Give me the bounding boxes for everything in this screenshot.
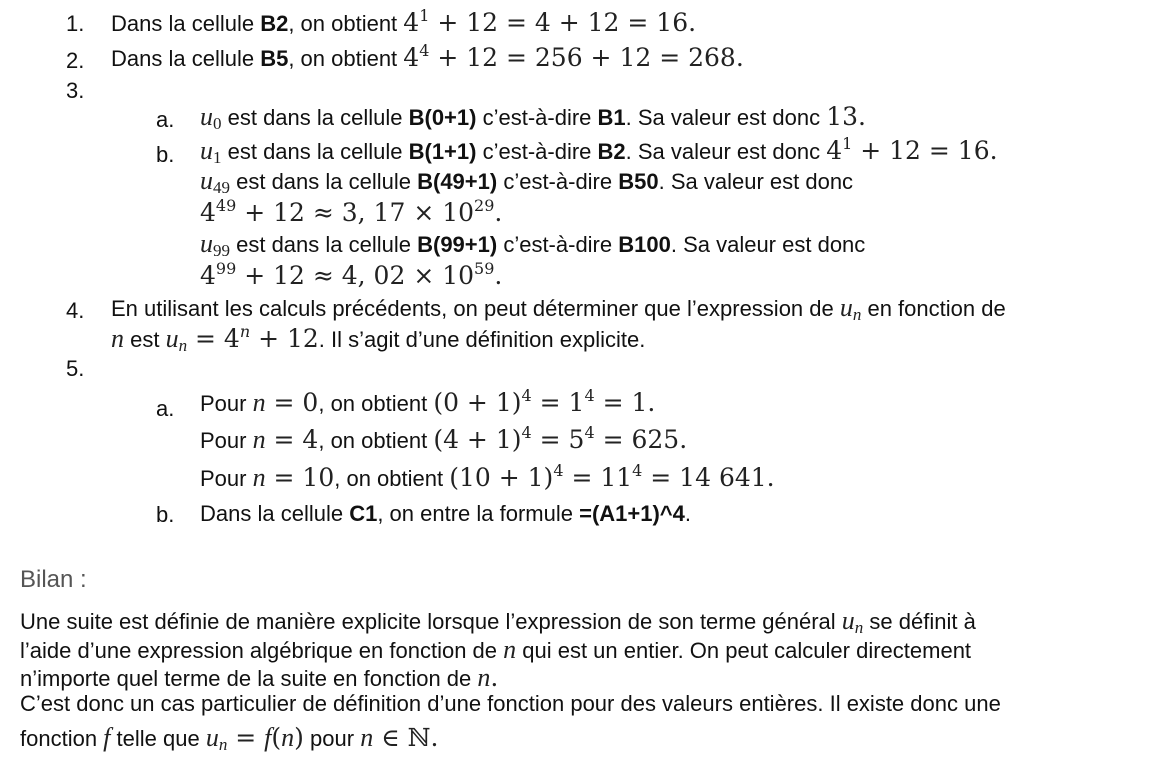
list-number-2: 2. xyxy=(66,48,85,73)
bilan-l5-un xyxy=(206,723,228,752)
bilan-l5-open: ( xyxy=(271,723,282,752)
item-5a3-var: n xyxy=(252,463,266,492)
item-3a-t3: . Sa valeur est donc xyxy=(625,105,827,130)
item-4-u: u xyxy=(839,293,853,322)
item-3a-text xyxy=(200,103,866,133)
item-2-text xyxy=(111,43,744,71)
item-2-base: 4 xyxy=(403,43,420,72)
item-3d-text xyxy=(200,230,865,260)
item-5a2-expr xyxy=(433,425,687,454)
item-5a3-mid2: = 11 xyxy=(563,463,633,492)
item-3c-text xyxy=(200,167,853,197)
bilan-l2-t2: qui est un entier. On peut calculer directement xyxy=(516,638,972,663)
item-3b-b2: B2 xyxy=(597,139,626,164)
item-4-eqtext: = 4 xyxy=(187,324,240,353)
bilan-line-2 xyxy=(20,636,971,663)
item-3a-u: u xyxy=(200,102,213,131)
item-5a1-expr xyxy=(433,388,655,417)
item-3b-letter: b. xyxy=(156,142,175,167)
item-3c-equation xyxy=(200,198,502,226)
item-3b-b1: B(1+1) xyxy=(408,139,477,164)
item-3d-rest: + 12 ≈ 4, 02 × 10 xyxy=(236,261,475,290)
item-4-sub2: n xyxy=(178,336,188,355)
bilan-line-1 xyxy=(20,607,976,637)
item-4-t1: En utilisant les calculs précédents, on peut déterminer que l’expression de xyxy=(111,296,840,321)
item-3d-t2: c’est-à-dire xyxy=(497,232,619,257)
item-3d-exp2: 59 xyxy=(474,259,495,278)
bilan-l1-t2: se définit à xyxy=(863,609,976,634)
item-1-rest: + 12 = 4 + 12 = 16 xyxy=(429,8,689,37)
bilan-l5-fn: f xyxy=(264,723,272,752)
item-3b-eq xyxy=(826,136,997,165)
list-number-1: 1. xyxy=(66,11,85,36)
bilan-l1-u: u xyxy=(841,606,855,635)
bilan-heading: Bilan : xyxy=(20,566,87,593)
item-3a-letter: a. xyxy=(156,107,175,132)
item-1-equation xyxy=(403,8,696,37)
item-3b-base: 4 xyxy=(826,136,843,165)
item-3c-u: u xyxy=(200,166,213,195)
bilan-l5-set: ∈ ℕ xyxy=(373,723,431,752)
item-3c-b2: B50 xyxy=(618,169,659,194)
item-4-rest: + 12 xyxy=(250,324,319,353)
item-4-u2: u xyxy=(165,324,179,353)
item-3c-sub: 49 xyxy=(213,178,230,197)
item-3a-val: 13 xyxy=(826,102,859,131)
bilan-l5-n2: n xyxy=(360,723,374,752)
item-3b-t3: . Sa valeur est donc xyxy=(625,139,827,164)
item-5a3-e1: 4 xyxy=(553,461,564,480)
item-5a1-text xyxy=(200,388,655,416)
item-3c-base: 4 xyxy=(200,198,216,227)
item-3d-u: u xyxy=(200,229,213,258)
item-5a3-mid: , on obtient xyxy=(334,466,450,491)
item-3b-var xyxy=(200,136,222,165)
item-4-t2: en fonction de xyxy=(861,296,1006,321)
item-2-pre: Dans la cellule xyxy=(111,46,261,71)
bilan-l5-eq: = xyxy=(227,723,265,752)
item-5a3-eq: = 10 xyxy=(265,463,335,492)
item-3a-b1: B(0+1) xyxy=(408,105,477,130)
item-2-equation xyxy=(403,43,743,72)
item-3b-u: u xyxy=(200,136,213,165)
item-5a2-text xyxy=(200,425,687,453)
item-4-t3: est xyxy=(124,327,166,352)
item-3b-t2: c’est-à-dire xyxy=(476,139,598,164)
item-5a2-rest: = 625 xyxy=(594,425,680,454)
item-3d-t3: . Sa valeur est donc xyxy=(670,232,866,257)
list-number-5: 5. xyxy=(66,356,85,381)
item-5a3-expr xyxy=(449,463,774,492)
item-3a-end: . xyxy=(858,102,866,131)
item-3c-exp: 49 xyxy=(215,196,237,215)
bilan-l4-t1: C’est donc un cas particulier de définition d’une fonction pour des valeurs entières. Il existe donc une xyxy=(20,691,1001,716)
item-5a2-mid: , on obtient xyxy=(318,428,434,453)
item-5a1-eq: = 0 xyxy=(265,388,319,417)
item-4-un xyxy=(166,324,188,353)
item-5a3-paren: (10 + 1) xyxy=(449,463,554,492)
bilan-l5-f: f xyxy=(103,723,111,752)
bilan-l1-sub: n xyxy=(854,618,864,637)
item-3c-end: . xyxy=(494,198,503,227)
bilan-l5-n: n xyxy=(281,723,295,752)
item-5b-cell: C1 xyxy=(349,501,378,526)
item-5a1-e1: 4 xyxy=(521,386,532,405)
item-3b-t1: est dans la cellule xyxy=(221,139,409,164)
item-3d-sub: 99 xyxy=(213,241,230,260)
item-5a1-e2: 4 xyxy=(584,386,595,405)
item-5a2-end: . xyxy=(679,425,688,454)
item-3a-sub: 0 xyxy=(213,114,222,133)
item-5a2-e2: 4 xyxy=(584,423,595,442)
item-3c-var xyxy=(200,166,230,195)
bilan-l1-var xyxy=(842,606,864,635)
item-5a3-end: . xyxy=(766,463,775,492)
item-5a3-text xyxy=(200,463,775,491)
item-1-base: 4 xyxy=(403,8,420,37)
bilan-l5-t2: telle que xyxy=(110,726,206,751)
item-5a1-pre: Pour xyxy=(200,391,253,416)
item-1-exp: 1 xyxy=(419,6,430,25)
item-5a3-pre: Pour xyxy=(200,466,253,491)
item-3b-sub: 1 xyxy=(213,148,222,167)
item-1-text xyxy=(111,8,696,36)
item-5b-end: . xyxy=(684,501,692,526)
item-5a1-mid: , on obtient xyxy=(318,391,434,416)
item-4-n: n xyxy=(111,324,124,353)
item-5b-letter: b. xyxy=(156,502,175,527)
item-5a3-rest: = 14 641 xyxy=(642,463,767,492)
item-5a1-mid2: = 1 xyxy=(531,388,585,417)
bilan-line-4 xyxy=(20,692,1001,715)
item-1-pre: Dans la cellule xyxy=(111,11,261,36)
item-3a-t2: c’est-à-dire xyxy=(476,105,598,130)
item-1-end: . xyxy=(688,8,697,37)
item-3d-t1: est dans la cellule xyxy=(230,232,418,257)
bilan-l5-close: ) xyxy=(294,723,304,752)
item-3c-t2: c’est-à-dire xyxy=(497,169,619,194)
bilan-line-5 xyxy=(20,724,438,754)
item-5b-formula: =(A1+1)^4 xyxy=(579,501,685,526)
item-3a-t1: est dans la cellule xyxy=(221,105,409,130)
item-3c-rest: + 12 ≈ 3, 17 × 10 xyxy=(236,198,475,227)
item-5a1-paren: (0 + 1) xyxy=(433,388,522,417)
item-3b-text xyxy=(200,136,998,167)
item-3a-b2: B1 xyxy=(597,105,626,130)
item-4-t4: . Il s’agit d’une définition explicite. xyxy=(318,327,646,352)
item-2-rest: + 12 = 256 + 12 = 268 xyxy=(429,43,736,72)
bilan-line-3 xyxy=(20,664,498,691)
item-4-exp: n xyxy=(239,322,251,341)
item-3c-t3: . Sa valeur est donc xyxy=(658,169,854,194)
item-5b-text xyxy=(200,502,691,525)
list-number-3: 3. xyxy=(66,78,85,103)
bilan-l5-t3: pour xyxy=(303,726,361,751)
bilan-l3-end: . xyxy=(490,663,499,692)
item-3d-b1: B(99+1) xyxy=(417,232,498,257)
bilan-l3-var: n xyxy=(477,663,491,692)
item-5a1-rest: = 1 xyxy=(594,388,648,417)
item-5a3-e2: 4 xyxy=(632,461,643,480)
item-3d-b2: B100 xyxy=(618,232,671,257)
item-3d-end: . xyxy=(494,261,503,290)
list-number-4: 4. xyxy=(66,298,85,323)
item-5a1-end: . xyxy=(647,388,656,417)
item-1-cell: B2 xyxy=(260,11,289,36)
item-3b-end: . xyxy=(989,136,998,165)
item-3d-equation xyxy=(200,261,502,289)
item-3d-base: 4 xyxy=(200,261,216,290)
bilan-l3-t1: n’importe quel terme de la suite en fonction de xyxy=(20,666,478,691)
item-4-line1 xyxy=(111,294,1006,324)
bilan-l2-t1: l’aide d’une expression algébrique en fonction de xyxy=(20,638,504,663)
item-5a1-var: n xyxy=(252,388,266,417)
item-1-mid: , on obtient xyxy=(288,11,404,36)
item-5a2-pre: Pour xyxy=(200,428,253,453)
item-3a-var xyxy=(200,102,222,131)
item-3c-exp2: 29 xyxy=(474,196,495,215)
item-3c-b1: B(49+1) xyxy=(417,169,498,194)
item-5b-pre: Dans la cellule xyxy=(200,501,350,526)
item-2-mid: , on obtient xyxy=(288,46,404,71)
bilan-l2-var: n xyxy=(503,635,517,664)
item-5b-mid: , on entre la formule xyxy=(377,501,580,526)
item-5a2-e1: 4 xyxy=(521,423,532,442)
item-3d-var xyxy=(200,229,230,258)
item-2-exp: 4 xyxy=(419,41,430,60)
bilan-l5-sub: n xyxy=(218,735,228,754)
item-3b-exp: 1 xyxy=(842,134,853,153)
item-2-end: . xyxy=(735,43,744,72)
bilan-l1-t1: Une suite est définie de manière explicite lorsque l’expression de son terme général xyxy=(20,609,842,634)
item-5a2-mid2: = 5 xyxy=(531,425,585,454)
bilan-l5-end: . xyxy=(430,723,439,752)
item-3b-rest: + 12 = 16 xyxy=(852,136,990,165)
item-3c-t1: est dans la cellule xyxy=(230,169,418,194)
bilan-l5-u: u xyxy=(205,723,219,752)
item-2-cell: B5 xyxy=(260,46,289,71)
bilan-l5-t1: fonction xyxy=(20,726,104,751)
item-5a-letter: a. xyxy=(156,396,175,421)
item-4-line2 xyxy=(111,324,645,355)
item-4-sub: n xyxy=(852,305,862,324)
item-3d-exp: 99 xyxy=(215,259,237,278)
item-5a2-eq: = 4 xyxy=(265,425,319,454)
item-4-eq xyxy=(187,324,319,353)
item-4-var xyxy=(840,293,862,322)
item-5a2-paren: (4 + 1) xyxy=(433,425,522,454)
item-5a2-var: n xyxy=(252,425,266,454)
